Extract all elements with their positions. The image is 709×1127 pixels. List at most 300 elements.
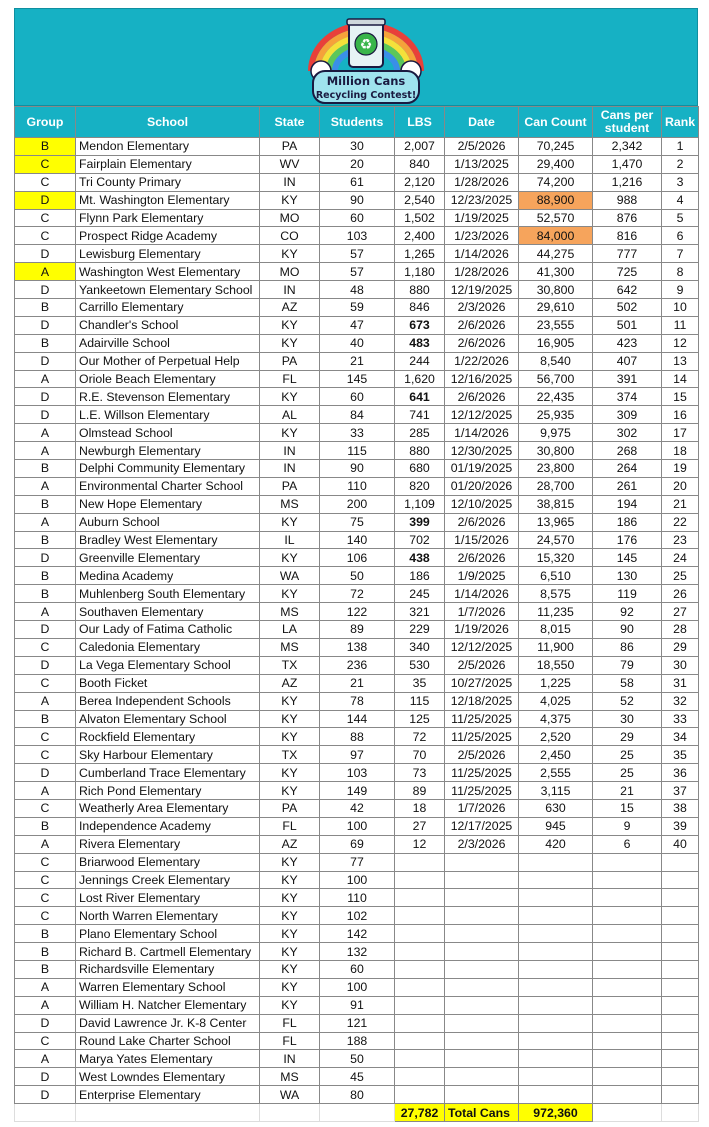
cell-state: IN bbox=[260, 460, 320, 478]
cell-rank: 20 bbox=[662, 477, 699, 495]
cell-state: KY bbox=[260, 978, 320, 996]
table-row bbox=[15, 621, 699, 639]
cell-state: MO bbox=[260, 263, 320, 281]
table-row bbox=[15, 388, 699, 406]
cell-state: PA bbox=[260, 352, 320, 370]
cell-cans-per-student: 52 bbox=[593, 692, 662, 710]
cell-group: A bbox=[15, 424, 76, 442]
cell-rank: 10 bbox=[662, 299, 699, 317]
cell-school: Bradley West Elementary bbox=[76, 531, 260, 549]
cell-students: 90 bbox=[320, 191, 395, 209]
cell-group: A bbox=[15, 513, 76, 531]
cell-students: 115 bbox=[320, 442, 395, 460]
cell-can-count: 74,200 bbox=[519, 173, 593, 191]
cell-school: Weatherly Area Elementary bbox=[76, 799, 260, 817]
cell-can-count: 23,800 bbox=[519, 460, 593, 478]
cell-school: West Lowndes Elementary bbox=[76, 1068, 260, 1086]
cell-school: Jennings Creek Elementary bbox=[76, 871, 260, 889]
table-row bbox=[15, 764, 699, 782]
cell-group: A bbox=[15, 978, 76, 996]
cell-rank: 18 bbox=[662, 442, 699, 460]
cell-students: 78 bbox=[320, 692, 395, 710]
table-row bbox=[15, 638, 699, 656]
cell-can-count: 28,700 bbox=[519, 477, 593, 495]
cell-school: Washington West Elementary bbox=[76, 263, 260, 281]
cell-rank bbox=[662, 1068, 699, 1086]
table-row bbox=[15, 227, 699, 245]
cell-cans-per-student bbox=[593, 978, 662, 996]
cell-school: La Vega Elementary School bbox=[76, 656, 260, 674]
cell-date: 1/28/2026 bbox=[445, 173, 519, 191]
cell-cans-per-student: 21 bbox=[593, 782, 662, 800]
table-body bbox=[15, 138, 699, 1104]
cell-rank: 4 bbox=[662, 191, 699, 209]
cell-students: 57 bbox=[320, 245, 395, 263]
cell-students: 20 bbox=[320, 155, 395, 173]
cell-can-count: 52,570 bbox=[519, 209, 593, 227]
cell-group: D bbox=[15, 245, 76, 263]
cell-school: Muhlenberg South Elementary bbox=[76, 585, 260, 603]
cell-state: KY bbox=[260, 245, 320, 263]
cell-lbs: 680 bbox=[395, 460, 445, 478]
cell-school: Lost River Elementary bbox=[76, 889, 260, 907]
cell-lbs: 530 bbox=[395, 656, 445, 674]
cell-state: IN bbox=[260, 442, 320, 460]
cell-cans-per-student: 725 bbox=[593, 263, 662, 281]
logo-line1: Million Cans bbox=[326, 74, 406, 88]
cell-date: 1/7/2026 bbox=[445, 603, 519, 621]
cell-students: 138 bbox=[320, 638, 395, 656]
cell-cans-per-student: 92 bbox=[593, 603, 662, 621]
cell-school: Mt. Washington Elementary bbox=[76, 191, 260, 209]
cell-can-count: 70,245 bbox=[519, 138, 593, 156]
cell-lbs: 673 bbox=[395, 316, 445, 334]
col-header-cans-per-student: Cans per student bbox=[593, 107, 662, 138]
cell-cans-per-student bbox=[593, 996, 662, 1014]
cell-rank: 33 bbox=[662, 710, 699, 728]
cell-date bbox=[445, 996, 519, 1014]
cell-cans-per-student: 58 bbox=[593, 674, 662, 692]
cell-group: A bbox=[15, 370, 76, 388]
table-row bbox=[15, 585, 699, 603]
cell-lbs: 880 bbox=[395, 442, 445, 460]
cell-students: 90 bbox=[320, 460, 395, 478]
cell-lbs: 1,620 bbox=[395, 370, 445, 388]
header-row bbox=[15, 107, 699, 138]
cell-school: Rich Pond Elementary bbox=[76, 782, 260, 800]
table-row bbox=[15, 710, 699, 728]
cell-school: William H. Natcher Elementary bbox=[76, 996, 260, 1014]
cell-lbs: 229 bbox=[395, 621, 445, 639]
cell-lbs: 18 bbox=[395, 799, 445, 817]
cell-rank: 32 bbox=[662, 692, 699, 710]
cell-date: 11/25/2025 bbox=[445, 728, 519, 746]
table-row bbox=[15, 155, 699, 173]
cell-date bbox=[445, 1014, 519, 1032]
cell-school: North Warren Elementary bbox=[76, 907, 260, 925]
cell-students: 61 bbox=[320, 173, 395, 191]
cell-can-count: 2,520 bbox=[519, 728, 593, 746]
cell-students: 121 bbox=[320, 1014, 395, 1032]
cell-state: TX bbox=[260, 656, 320, 674]
cell-students: 50 bbox=[320, 567, 395, 585]
cell-group: A bbox=[15, 603, 76, 621]
cell-group: B bbox=[15, 531, 76, 549]
cell-students: 77 bbox=[320, 853, 395, 871]
cell-date: 12/17/2025 bbox=[445, 817, 519, 835]
cell-group: A bbox=[15, 692, 76, 710]
cell-group: A bbox=[15, 1050, 76, 1068]
cell-students: 145 bbox=[320, 370, 395, 388]
cell-date bbox=[445, 889, 519, 907]
cell-rank: 5 bbox=[662, 209, 699, 227]
table-row bbox=[15, 495, 699, 513]
cell-rank: 23 bbox=[662, 531, 699, 549]
cell-can-count: 630 bbox=[519, 799, 593, 817]
cell-can-count: 8,015 bbox=[519, 621, 593, 639]
cell-state: KY bbox=[260, 585, 320, 603]
table-row bbox=[15, 406, 699, 424]
cell-group: D bbox=[15, 316, 76, 334]
cell-state: KY bbox=[260, 334, 320, 352]
cell-lbs bbox=[395, 1032, 445, 1050]
cell-rank bbox=[662, 943, 699, 961]
cell-state: MS bbox=[260, 603, 320, 621]
cell-group: C bbox=[15, 799, 76, 817]
cell-students: 50 bbox=[320, 1050, 395, 1068]
table-row bbox=[15, 996, 699, 1014]
cell-date: 1/14/2026 bbox=[445, 424, 519, 442]
cell-lbs bbox=[395, 996, 445, 1014]
cell-cans-per-student bbox=[593, 943, 662, 961]
cell-cans-per-student: 176 bbox=[593, 531, 662, 549]
cell-rank: 27 bbox=[662, 603, 699, 621]
cell-state: KY bbox=[260, 513, 320, 531]
table-row bbox=[15, 281, 699, 299]
cell-rank: 14 bbox=[662, 370, 699, 388]
col-header-school: School bbox=[76, 107, 260, 138]
cell-school: Olmstead School bbox=[76, 424, 260, 442]
cell-cans-per-student bbox=[593, 1068, 662, 1086]
cell-school: Prospect Ridge Academy bbox=[76, 227, 260, 245]
cell-lbs: 73 bbox=[395, 764, 445, 782]
table-row bbox=[15, 746, 699, 764]
cell-lbs: 186 bbox=[395, 567, 445, 585]
table-row bbox=[15, 316, 699, 334]
cell-lbs: 1,109 bbox=[395, 495, 445, 513]
cell-rank: 19 bbox=[662, 460, 699, 478]
cell-rank bbox=[662, 853, 699, 871]
cell-lbs: 438 bbox=[395, 549, 445, 567]
cell-school: Auburn School bbox=[76, 513, 260, 531]
cell-group: C bbox=[15, 155, 76, 173]
table-row bbox=[15, 424, 699, 442]
cell-group: B bbox=[15, 334, 76, 352]
cell-date: 2/5/2026 bbox=[445, 656, 519, 674]
cell-group: D bbox=[15, 1086, 76, 1104]
cell-can-count: 24,570 bbox=[519, 531, 593, 549]
cell-rank: 9 bbox=[662, 281, 699, 299]
cell-school: Our Mother of Perpetual Help bbox=[76, 352, 260, 370]
cell-students: 100 bbox=[320, 978, 395, 996]
cell-can-count: 9,975 bbox=[519, 424, 593, 442]
total-cans: 972,360 bbox=[519, 1104, 593, 1122]
cell-lbs: 12 bbox=[395, 835, 445, 853]
table-row bbox=[15, 263, 699, 281]
cell-can-count bbox=[519, 978, 593, 996]
cell-date bbox=[445, 853, 519, 871]
cell-cans-per-student bbox=[593, 1086, 662, 1104]
cell-lbs: 321 bbox=[395, 603, 445, 621]
cell-rank: 30 bbox=[662, 656, 699, 674]
col-header-date: Date bbox=[445, 107, 519, 138]
cell-rank bbox=[662, 960, 699, 978]
table-row bbox=[15, 477, 699, 495]
table-row bbox=[15, 835, 699, 853]
cell-state: PA bbox=[260, 799, 320, 817]
cell-rank: 8 bbox=[662, 263, 699, 281]
cell-rank: 13 bbox=[662, 352, 699, 370]
cell-state: KY bbox=[260, 996, 320, 1014]
cell-rank: 29 bbox=[662, 638, 699, 656]
cell-rank: 7 bbox=[662, 245, 699, 263]
cell-date: 1/13/2025 bbox=[445, 155, 519, 173]
cell-lbs bbox=[395, 1050, 445, 1068]
cell-cans-per-student: 988 bbox=[593, 191, 662, 209]
cell-school: Richardsville Elementary bbox=[76, 960, 260, 978]
cell-students: 144 bbox=[320, 710, 395, 728]
cell-cans-per-student: 186 bbox=[593, 513, 662, 531]
cell-can-count: 30,800 bbox=[519, 281, 593, 299]
cell-group: B bbox=[15, 943, 76, 961]
cell-cans-per-student: 309 bbox=[593, 406, 662, 424]
cell-lbs: 840 bbox=[395, 155, 445, 173]
cell-rank: 12 bbox=[662, 334, 699, 352]
cell-rank bbox=[662, 1032, 699, 1050]
cell-state: KY bbox=[260, 853, 320, 871]
cell-school: Fairplain Elementary bbox=[76, 155, 260, 173]
cell-students: 47 bbox=[320, 316, 395, 334]
col-header-group: Group bbox=[15, 107, 76, 138]
cell-state: WV bbox=[260, 155, 320, 173]
cell-lbs: 483 bbox=[395, 334, 445, 352]
total-label: Total Cans bbox=[445, 1104, 519, 1122]
cell-cans-per-student: 777 bbox=[593, 245, 662, 263]
cell-rank: 2 bbox=[662, 155, 699, 173]
cell-state: KY bbox=[260, 943, 320, 961]
cell-cans-per-student: 1,216 bbox=[593, 173, 662, 191]
cell-date: 1/23/2026 bbox=[445, 227, 519, 245]
cell-cans-per-student: 145 bbox=[593, 549, 662, 567]
cell-group: D bbox=[15, 388, 76, 406]
cell-group: D bbox=[15, 764, 76, 782]
cell-cans-per-student: 502 bbox=[593, 299, 662, 317]
cell-state: IN bbox=[260, 1050, 320, 1068]
cell-can-count bbox=[519, 907, 593, 925]
table-row bbox=[15, 352, 699, 370]
cell-can-count: 13,965 bbox=[519, 513, 593, 531]
table-row bbox=[15, 1014, 699, 1032]
cell-students: 69 bbox=[320, 835, 395, 853]
cell-date: 1/14/2026 bbox=[445, 245, 519, 263]
cell-cans-per-student: 2,342 bbox=[593, 138, 662, 156]
cell-date: 1/19/2025 bbox=[445, 209, 519, 227]
cell-cans-per-student bbox=[593, 1032, 662, 1050]
table-row bbox=[15, 549, 699, 567]
cell-school: Medina Academy bbox=[76, 567, 260, 585]
cell-date: 12/23/2025 bbox=[445, 191, 519, 209]
table-row bbox=[15, 370, 699, 388]
cell-date: 11/25/2025 bbox=[445, 710, 519, 728]
cell-lbs: 2,400 bbox=[395, 227, 445, 245]
cell-school: Round Lake Charter School bbox=[76, 1032, 260, 1050]
cell-cans-per-student bbox=[593, 960, 662, 978]
cell-school: Berea Independent Schools bbox=[76, 692, 260, 710]
cell-group: D bbox=[15, 1068, 76, 1086]
cell-group: C bbox=[15, 209, 76, 227]
cell-can-count: 18,550 bbox=[519, 656, 593, 674]
cell-state: KY bbox=[260, 925, 320, 943]
cell-lbs: 244 bbox=[395, 352, 445, 370]
cell-lbs: 641 bbox=[395, 388, 445, 406]
cell-group: A bbox=[15, 996, 76, 1014]
cell-rank: 3 bbox=[662, 173, 699, 191]
cell-students: 200 bbox=[320, 495, 395, 513]
cell-lbs bbox=[395, 871, 445, 889]
cell-cans-per-student: 90 bbox=[593, 621, 662, 639]
cell-cans-per-student: 15 bbox=[593, 799, 662, 817]
cell-can-count bbox=[519, 889, 593, 907]
cell-school: Oriole Beach Elementary bbox=[76, 370, 260, 388]
table-row bbox=[15, 871, 699, 889]
cell-can-count bbox=[519, 996, 593, 1014]
cell-lbs: 702 bbox=[395, 531, 445, 549]
cell-group: B bbox=[15, 495, 76, 513]
cell-can-count: 56,700 bbox=[519, 370, 593, 388]
table-row bbox=[15, 138, 699, 156]
table-row bbox=[15, 728, 699, 746]
cell-school: Lewisburg Elementary bbox=[76, 245, 260, 263]
cell-group: B bbox=[15, 925, 76, 943]
table-row bbox=[15, 1050, 699, 1068]
cell-state: KY bbox=[260, 889, 320, 907]
cell-school: Tri County Primary bbox=[76, 173, 260, 191]
cell-cans-per-student: 816 bbox=[593, 227, 662, 245]
cell-cans-per-student bbox=[593, 871, 662, 889]
cell-date: 1/7/2026 bbox=[445, 799, 519, 817]
cell-school: Independence Academy bbox=[76, 817, 260, 835]
cell-can-count: 25,935 bbox=[519, 406, 593, 424]
cell-date: 2/3/2026 bbox=[445, 299, 519, 317]
cell-can-count: 30,800 bbox=[519, 442, 593, 460]
table-row bbox=[15, 943, 699, 961]
cell-group: C bbox=[15, 853, 76, 871]
cell-group: C bbox=[15, 173, 76, 191]
cell-cans-per-student: 501 bbox=[593, 316, 662, 334]
totals-blank bbox=[15, 1104, 76, 1122]
cell-can-count: 3,115 bbox=[519, 782, 593, 800]
totals-blank bbox=[593, 1104, 662, 1122]
cell-students: 236 bbox=[320, 656, 395, 674]
cell-students: 30 bbox=[320, 138, 395, 156]
cell-rank bbox=[662, 871, 699, 889]
cell-can-count: 23,555 bbox=[519, 316, 593, 334]
cell-state: MO bbox=[260, 209, 320, 227]
cell-lbs: 846 bbox=[395, 299, 445, 317]
cell-lbs bbox=[395, 960, 445, 978]
cell-lbs: 2,540 bbox=[395, 191, 445, 209]
col-header-students: Students bbox=[320, 107, 395, 138]
svg-text:♻: ♻ bbox=[359, 37, 373, 53]
cell-state: IN bbox=[260, 173, 320, 191]
cell-date: 1/9/2025 bbox=[445, 567, 519, 585]
cell-school: New Hope Elementary bbox=[76, 495, 260, 513]
cell-cans-per-student: 30 bbox=[593, 710, 662, 728]
cell-cans-per-student bbox=[593, 853, 662, 871]
cell-students: 103 bbox=[320, 764, 395, 782]
cell-lbs: 741 bbox=[395, 406, 445, 424]
cell-can-count: 15,320 bbox=[519, 549, 593, 567]
totals-blank bbox=[662, 1104, 699, 1122]
cell-cans-per-student: 391 bbox=[593, 370, 662, 388]
cell-students: 42 bbox=[320, 799, 395, 817]
cell-rank bbox=[662, 1086, 699, 1104]
cell-lbs: 245 bbox=[395, 585, 445, 603]
cell-date bbox=[445, 1050, 519, 1068]
cell-students: 106 bbox=[320, 549, 395, 567]
cell-group: C bbox=[15, 746, 76, 764]
cell-school: Richard B. Cartmell Elementary bbox=[76, 943, 260, 961]
cell-date bbox=[445, 1032, 519, 1050]
cell-can-count: 29,610 bbox=[519, 299, 593, 317]
cell-lbs bbox=[395, 1014, 445, 1032]
cell-cans-per-student: 6 bbox=[593, 835, 662, 853]
cell-cans-per-student: 25 bbox=[593, 746, 662, 764]
col-header-state: State bbox=[260, 107, 320, 138]
cell-lbs: 399 bbox=[395, 513, 445, 531]
cell-can-count: 1,225 bbox=[519, 674, 593, 692]
cell-students: 45 bbox=[320, 1068, 395, 1086]
cell-can-count bbox=[519, 1086, 593, 1104]
cell-group: C bbox=[15, 907, 76, 925]
cell-state: KY bbox=[260, 764, 320, 782]
table-row bbox=[15, 603, 699, 621]
cell-lbs: 1,502 bbox=[395, 209, 445, 227]
cell-students: 21 bbox=[320, 674, 395, 692]
cell-school: Carrillo Elementary bbox=[76, 299, 260, 317]
cell-lbs: 1,265 bbox=[395, 245, 445, 263]
table-row bbox=[15, 782, 699, 800]
cell-group: C bbox=[15, 1032, 76, 1050]
cell-school: Sky Harbour Elementary bbox=[76, 746, 260, 764]
cell-state: MS bbox=[260, 1068, 320, 1086]
cell-cans-per-student: 423 bbox=[593, 334, 662, 352]
cell-rank: 1 bbox=[662, 138, 699, 156]
cell-rank bbox=[662, 907, 699, 925]
cell-school: Cumberland Trace Elementary bbox=[76, 764, 260, 782]
cell-date: 1/22/2026 bbox=[445, 352, 519, 370]
cell-group: B bbox=[15, 817, 76, 835]
cell-cans-per-student: 268 bbox=[593, 442, 662, 460]
cell-can-count: 4,375 bbox=[519, 710, 593, 728]
cell-group: A bbox=[15, 442, 76, 460]
cell-lbs: 2,120 bbox=[395, 173, 445, 191]
cell-state: KY bbox=[260, 549, 320, 567]
header-banner bbox=[14, 8, 698, 106]
table-row bbox=[15, 1068, 699, 1086]
cell-can-count: 2,450 bbox=[519, 746, 593, 764]
cell-school: Marya Yates Elementary bbox=[76, 1050, 260, 1068]
